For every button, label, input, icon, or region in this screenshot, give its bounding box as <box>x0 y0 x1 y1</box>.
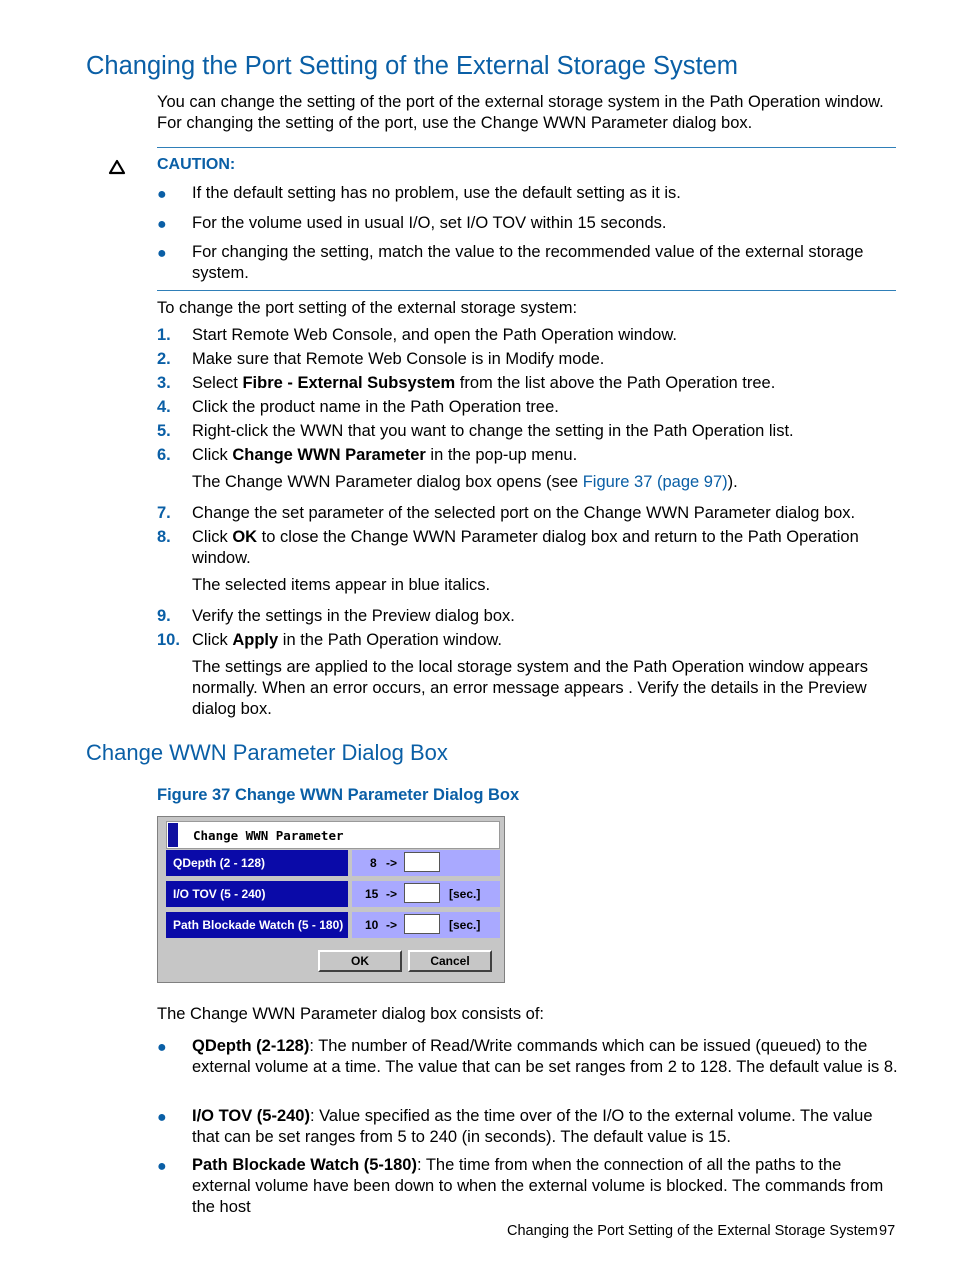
step-text-post: from the list above the Path Operation tree. <box>455 374 776 392</box>
intro-line-1: You can change the setting of the port of the external storage system in the Path Operation window. <box>157 93 884 111</box>
step-text: Click the product name in the Path Operation tree. <box>192 398 559 416</box>
step6-result <box>192 472 898 493</box>
caution-item: For changing the setting, match the value to the recommended value of the external storage system. <box>192 243 864 282</box>
change-wwn-parameter-dialog <box>157 816 505 983</box>
caution-title: CAUTION: <box>157 156 236 173</box>
io-tov-unit: [sec.] <box>449 887 481 901</box>
bullet-icon: ● <box>157 216 167 233</box>
step-number: 9. <box>157 607 171 625</box>
step-text-post: in the pop-up menu. <box>425 446 578 464</box>
step-text: Change the set parameter of the selected port on the Change WWN Parameter dialog box. <box>192 504 856 522</box>
step-number: 1. <box>157 326 171 344</box>
intro-paragraph <box>157 92 899 134</box>
arrow-indicator: -> <box>386 918 398 932</box>
io-tov-input[interactable] <box>404 883 440 903</box>
bullet-icon: ● <box>157 245 167 262</box>
step-text <box>192 373 898 394</box>
step-text-post: to close the Change WWN Parameter dialog box and return to the Path Operation window. <box>192 528 859 567</box>
caution-icon <box>108 158 126 176</box>
figure-37-link[interactable]: Figure 37 (page 97) <box>582 473 728 491</box>
step-text <box>192 445 898 466</box>
step-text-pre: Click <box>192 631 233 649</box>
qdepth-label: QDepth (2 - 128) <box>166 850 348 876</box>
page-heading: Changing the Port Setting of the External Storage System <box>86 52 739 80</box>
footer-title: Changing the Port Setting of the External Storage System <box>507 1223 878 1239</box>
step10-result: The settings are applied to the local storage system and the Path Operation window appears normally. When an error occurs, an error message appears . Verify the details in the Preview dialog box. <box>192 658 868 718</box>
procedure-intro: To change the port setting of the external storage system: <box>157 299 578 317</box>
section-heading: Change WWN Parameter Dialog Box <box>86 740 448 765</box>
step-text-pre: Select <box>192 374 243 392</box>
page-number: 97 <box>879 1223 896 1239</box>
step-text-bold: Fibre - External Subsystem <box>242 374 456 392</box>
step-number: 2. <box>157 350 171 368</box>
step-number: 3. <box>157 374 171 392</box>
caution-item: For the volume used in usual I/O, set I/O TOV within 15 seconds. <box>192 214 667 232</box>
step-text: Verify the settings in the Preview dialog box. <box>192 607 515 625</box>
step-text-post: in the Path Operation window. <box>278 631 502 649</box>
step-text-pre: Click <box>192 446 233 464</box>
step-text: Right-click the WWN that you want to change the setting in the Path Operation list. <box>192 422 794 440</box>
step8-result: The selected items appear in blue italics. <box>192 576 491 594</box>
definition-item <box>192 1036 898 1078</box>
intro-line-2: For changing the setting of the port, use the Change WWN Parameter dialog box. <box>157 114 753 132</box>
path-blockade-watch-label: Path Blockade Watch (5 - 180) <box>166 912 348 938</box>
definition-item <box>192 1155 898 1218</box>
io-tov-label: I/O TOV (5 - 240) <box>166 881 348 907</box>
path-blockade-watch-unit: [sec.] <box>449 918 481 932</box>
arrow-indicator: -> <box>386 856 398 870</box>
caution-item: If the default setting has no problem, use the default setting as it is. <box>192 184 681 202</box>
definition-text: : The time from when the connection of all the paths to the external volume have been down to when the external volume is blocked. The commands from the host <box>192 1156 884 1216</box>
step-text: Start Remote Web Console, and open the Path Operation window. <box>192 326 677 344</box>
step-text-bold: Apply <box>232 631 279 649</box>
definition-text: : The number of Read/Write commands which can be issued (queued) to the external volume at a time. The value that can be set ranges from 2 to 128. The default value is 8. <box>192 1037 898 1076</box>
step-number: 5. <box>157 422 171 440</box>
io-tov-current-value: 15 <box>365 887 379 901</box>
qdepth-input[interactable] <box>404 852 440 872</box>
ok-button[interactable]: OK <box>318 950 402 972</box>
definition-term: Path Blockade Watch (5-180) <box>192 1156 417 1174</box>
definition-term: QDepth (2-128) <box>192 1037 310 1055</box>
qdepth-value-cell <box>352 850 500 876</box>
qdepth-current-value: 8 <box>370 856 377 870</box>
definition-item <box>192 1106 898 1148</box>
dialog-title-bar <box>166 821 500 849</box>
path-blockade-watch-input[interactable] <box>404 914 440 934</box>
figure-caption: Figure 37 Change WWN Parameter Dialog Box <box>157 786 520 804</box>
step-text <box>192 527 898 569</box>
bullet-icon: ● <box>157 1039 167 1056</box>
step6-result-pre: The Change WWN Parameter dialog box opens (see <box>192 473 583 491</box>
step-text-bold: Change WWN Parameter <box>232 446 426 464</box>
title-bar-accent <box>168 823 178 847</box>
arrow-indicator: -> <box>386 887 398 901</box>
step-number: 6. <box>157 446 171 464</box>
bullet-icon: ● <box>157 1158 167 1175</box>
step-text: Make sure that Remote Web Console is in Modify mode. <box>192 350 605 368</box>
dialog-title: Change WWN Parameter <box>193 828 344 843</box>
step-number: 7. <box>157 504 171 522</box>
caution-bottom-rule <box>157 290 896 291</box>
step-text-bold: OK <box>232 528 258 546</box>
path-blockade-watch-value-cell <box>352 912 500 938</box>
step6-result-post: ). <box>727 473 738 491</box>
step-text-pre: Click <box>192 528 233 546</box>
step-number: 10. <box>157 631 180 649</box>
caution-top-rule <box>157 147 896 148</box>
definition-term: I/O TOV (5-240) <box>192 1107 310 1125</box>
path-blockade-watch-current-value: 10 <box>365 918 379 932</box>
step-text <box>192 630 898 651</box>
step-number: 8. <box>157 528 171 546</box>
bullet-icon: ● <box>157 1109 167 1126</box>
definition-text: : Value specified as the time over of the I/O to the external volume. The value that can be set ranges from 5 to 240 (in seconds). The default value is 15. <box>192 1107 873 1146</box>
consists-intro: The Change WWN Parameter dialog box consists of: <box>157 1005 545 1023</box>
bullet-icon: ● <box>157 186 167 203</box>
cancel-button[interactable]: Cancel <box>408 950 492 972</box>
io-tov-value-cell <box>352 881 500 907</box>
step-number: 4. <box>157 398 171 416</box>
